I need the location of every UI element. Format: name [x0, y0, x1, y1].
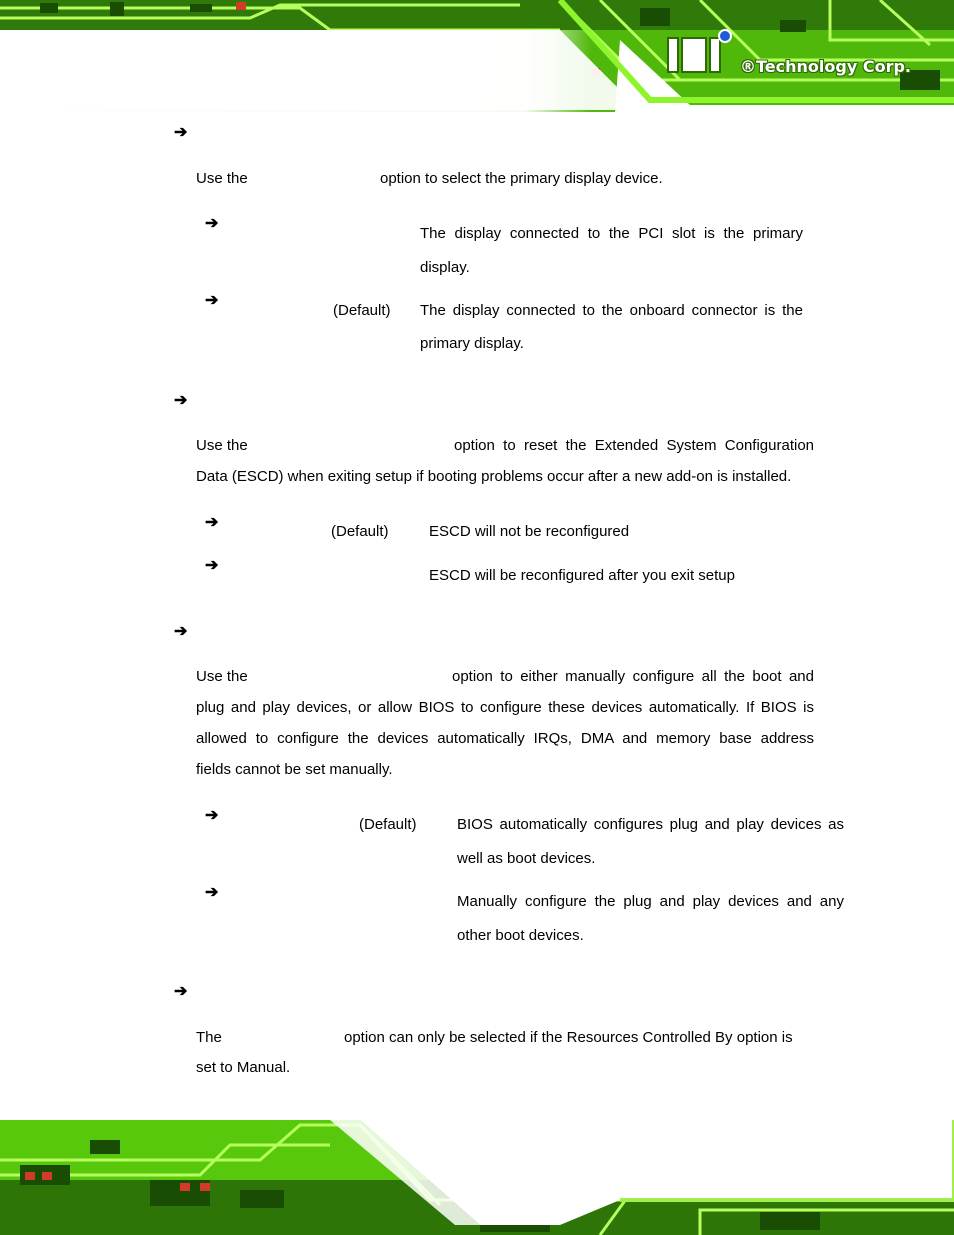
section-3-intro-line3: allowed to configure the devices automatically IRQs, DMA and memory base address: [196, 730, 814, 747]
option-description-cont: other boot devices.: [457, 927, 584, 944]
arrow-bullet-icon: ➔: [174, 392, 188, 409]
section-4-intro-end: option can only be selected if the Resources Controlled By option is: [344, 1029, 793, 1046]
option-description: BIOS automatically configures plug and play devices as: [457, 816, 844, 833]
section-3-intro-line4: fields cannot be set manually.: [196, 761, 393, 778]
default-label: (Default): [359, 816, 417, 833]
section-1-intro-end: option to select the primary display device.: [380, 170, 663, 187]
section-2-intro-line2: Data (ESCD) when exiting setup if booting problems occur after a new add-on is installed.: [196, 468, 792, 485]
arrow-bullet-icon: ➔: [174, 623, 188, 640]
section-2-intro-start: Use the: [196, 437, 248, 454]
brand-name: ®Technology Corp.: [740, 57, 911, 76]
option-description: ESCD will not be reconfigured: [429, 523, 630, 540]
arrow-bullet-icon: ➔: [205, 557, 219, 574]
section-4-intro-line2: set to Manual.: [196, 1059, 291, 1076]
arrow-bullet-icon: ➔: [205, 215, 219, 232]
circuit-board-footer-graphic: [0, 1120, 954, 1235]
arrow-bullet-icon: ➔: [205, 807, 219, 824]
iei-logo-icon: [666, 28, 746, 76]
section-4-intro-start: The: [196, 1029, 222, 1046]
default-label: (Default): [333, 302, 391, 319]
section-1-intro-start: Use the: [196, 170, 248, 187]
option-description: The display connected to the PCI slot is the primary: [420, 225, 803, 242]
arrow-bullet-icon: ➔: [205, 514, 219, 531]
default-label: (Default): [331, 523, 389, 540]
section-3-intro-start: Use the: [196, 668, 248, 685]
option-description: ESCD will be reconfigured after you exit setup: [429, 567, 735, 584]
arrow-bullet-icon: ➔: [205, 292, 219, 309]
footer-banner: [0, 1120, 954, 1235]
option-description: The display connected to the onboard connector is the: [420, 302, 803, 319]
option-description: Manually configure the plug and play devices and any: [457, 893, 844, 910]
header-banner: [0, 0, 954, 112]
option-description-cont: primary display.: [420, 335, 524, 352]
arrow-bullet-icon: ➔: [174, 983, 188, 1000]
arrow-bullet-icon: ➔: [205, 884, 219, 901]
option-description-cont: well as boot devices.: [457, 850, 596, 867]
section-3-intro-end: option to either manually configure all the boot and: [452, 668, 814, 685]
circuit-board-header-graphic: [0, 0, 954, 112]
option-description-cont: display.: [420, 259, 470, 276]
section-2-intro-end: option to reset the Extended System Configuration: [454, 437, 814, 454]
section-3-intro-line2: plug and play devices, or allow BIOS to configure these devices automatically. If BIOS is: [196, 699, 814, 716]
arrow-bullet-icon: ➔: [174, 124, 188, 141]
